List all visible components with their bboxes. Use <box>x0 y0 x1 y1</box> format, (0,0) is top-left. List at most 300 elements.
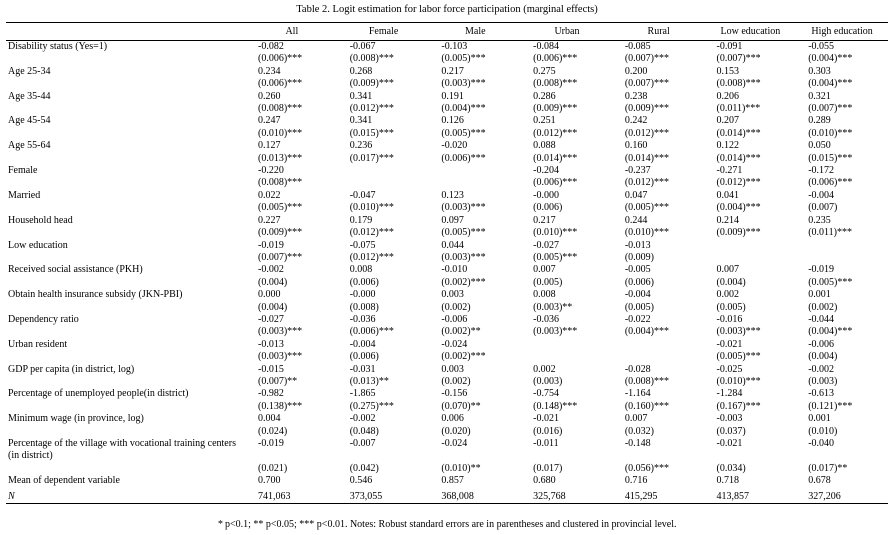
se-cell: (0.007) <box>808 202 838 214</box>
se-cell: (0.004)*** <box>441 103 486 115</box>
se-cell: (0.006) <box>349 351 379 363</box>
coef-row <box>6 339 888 351</box>
coef-cell: 0.234 <box>258 65 281 77</box>
coef-cell: -0.028 <box>624 363 651 375</box>
coef-row <box>6 190 888 202</box>
mean-cell: 0.546 <box>349 475 373 487</box>
coef-cell: -0.982 <box>258 388 284 400</box>
se-cell: (0.004) <box>716 276 746 288</box>
se-cell: (0.005) <box>624 301 654 313</box>
se-cell: (0.042) <box>349 462 379 474</box>
se-cell: (0.003)*** <box>533 326 578 338</box>
se-cell: (0.003)*** <box>441 78 486 90</box>
se-cell: (0.003) <box>808 375 838 387</box>
coef-row <box>6 438 888 463</box>
se-row-blank <box>6 103 246 115</box>
se-cell: (0.003)*** <box>258 351 303 363</box>
row-label: Age 55-64 <box>8 140 51 152</box>
coef-row <box>6 314 888 326</box>
se-cell: (0.004)*** <box>716 202 761 214</box>
coef-cell: -0.004 <box>808 189 835 201</box>
coef-cell <box>613 339 705 351</box>
coef-cell: -1.865 <box>349 388 376 400</box>
coef-cell: 0.123 <box>441 189 464 201</box>
row-label: Married <box>8 189 41 201</box>
se-row-blank <box>6 78 246 90</box>
se-cell: (0.002) <box>808 301 838 313</box>
se-row <box>6 326 888 338</box>
se-cell: (0.167)*** <box>716 400 761 412</box>
coef-cell: -0.156 <box>441 388 468 400</box>
se-cell: (0.003)** <box>533 301 573 313</box>
se-cell: (0.006)*** <box>533 53 578 65</box>
header-variable <box>6 23 246 41</box>
coef-cell: 0.179 <box>349 214 373 226</box>
se-cell <box>338 177 430 189</box>
se-row <box>6 463 888 475</box>
coef-row <box>6 264 888 276</box>
coef-cell: 0.044 <box>441 239 464 251</box>
se-row <box>6 53 888 65</box>
se-row <box>6 103 888 115</box>
n-cell: 413,857 <box>705 488 797 504</box>
se-cell: (0.014)*** <box>716 152 761 164</box>
coef-cell: -0.047 <box>349 189 376 201</box>
coef-cell: 0.275 <box>533 65 556 77</box>
coef-cell: -0.031 <box>349 363 376 375</box>
coef-cell: -0.004 <box>349 338 376 350</box>
table-note <box>0 519 894 530</box>
se-cell: (0.010)*** <box>716 375 761 387</box>
se-cell: (0.004) <box>808 351 838 363</box>
se-cell: (0.009)*** <box>533 103 578 115</box>
coef-cell: 0.238 <box>624 90 648 102</box>
se-cell: (0.007)*** <box>258 251 303 263</box>
coef-cell: 0.003 <box>441 289 464 301</box>
coef-cell: -0.036 <box>349 313 376 325</box>
se-cell <box>796 252 888 264</box>
coef-cell: -0.013 <box>258 338 284 350</box>
mean-row <box>6 475 888 487</box>
se-cell: (0.009) <box>624 251 654 263</box>
row-label: Female <box>8 165 38 177</box>
se-cell: (0.005)*** <box>716 351 761 363</box>
coef-cell: 0.242 <box>624 115 648 127</box>
se-cell: (0.008)*** <box>533 78 578 90</box>
column-header: All <box>246 23 338 41</box>
se-cell: (0.017)*** <box>349 152 394 164</box>
row-label: Percentage of the village with vocational training centers (in district) <box>8 438 236 462</box>
coef-cell: -0.075 <box>349 239 376 251</box>
se-row <box>6 153 888 165</box>
coef-cell: -0.021 <box>716 338 743 350</box>
coef-row <box>6 215 888 227</box>
se-cell: (0.002) <box>441 375 471 387</box>
column-header: Urban <box>521 23 613 41</box>
se-cell: (0.009)*** <box>624 103 669 115</box>
coef-cell: -0.004 <box>624 289 651 301</box>
se-cell: (0.006)*** <box>258 53 303 65</box>
coef-cell: 0.126 <box>441 115 464 127</box>
coef-cell: 0.022 <box>258 189 281 201</box>
se-cell: (0.024) <box>258 425 288 437</box>
coef-cell: -0.013 <box>624 239 651 251</box>
se-cell: (0.016) <box>533 425 563 437</box>
se-cell: (0.006)*** <box>808 177 853 189</box>
row-label: Household head <box>8 214 73 226</box>
coef-cell: -0.148 <box>624 438 651 449</box>
mean-cell: 0.716 <box>624 475 648 487</box>
coef-cell: -0.010 <box>441 264 468 276</box>
se-cell: (0.003) <box>533 375 563 387</box>
se-cell: (0.006) <box>533 202 563 214</box>
se-cell: (0.148)*** <box>533 400 578 412</box>
se-cell: (0.012)*** <box>624 127 669 139</box>
se-cell: (0.014)*** <box>533 152 578 164</box>
coef-cell <box>429 165 521 177</box>
se-row-blank <box>6 426 246 438</box>
coef-cell: -0.024 <box>441 438 468 449</box>
se-cell: (0.005)*** <box>441 127 486 139</box>
se-cell: (0.015)*** <box>808 152 853 164</box>
table-title: Table 2. Logit estimation for labor force participation (marginal effects) <box>296 4 598 15</box>
coef-cell: -1.164 <box>624 388 651 400</box>
coef-row <box>6 364 888 376</box>
coef-row <box>6 66 888 78</box>
coef-cell: 0.007 <box>624 413 648 425</box>
coef-cell: -0.084 <box>533 41 559 52</box>
se-cell <box>521 351 613 363</box>
regression-table <box>6 22 888 504</box>
coef-cell: 0.001 <box>808 289 831 301</box>
se-cell: (0.013)*** <box>258 152 303 164</box>
se-cell: (0.275)*** <box>349 400 394 412</box>
coef-cell: -0.754 <box>533 388 559 400</box>
se-cell: (0.005)*** <box>624 202 669 214</box>
coef-cell: 0.235 <box>808 214 831 226</box>
n-cell: 325,768 <box>521 488 613 504</box>
se-cell: (0.032) <box>624 425 654 437</box>
se-cell: (0.014)*** <box>624 152 669 164</box>
se-cell: (0.006)*** <box>349 326 394 338</box>
row-label: Disability status (Yes=1) <box>8 41 108 52</box>
coef-cell: -0.020 <box>441 140 468 152</box>
coef-cell: 0.002 <box>533 363 556 375</box>
se-cell: (0.010)*** <box>808 127 853 139</box>
se-cell: (0.138)*** <box>258 400 303 412</box>
se-row-blank <box>6 53 246 65</box>
se-cell: (0.012)*** <box>624 177 669 189</box>
coef-row <box>6 289 888 301</box>
coef-cell: -0.091 <box>716 41 743 52</box>
se-row <box>6 128 888 140</box>
coef-cell: 0.268 <box>349 65 373 77</box>
row-label: Obtain health insurance subsidy (JKN-PBI) <box>8 289 183 301</box>
se-cell <box>613 351 705 363</box>
coef-cell: -0.172 <box>808 165 835 177</box>
se-cell: (0.034) <box>716 462 746 474</box>
coef-cell: -0.025 <box>716 363 743 375</box>
coef-cell: -0.220 <box>258 165 284 177</box>
se-cell: (0.002)** <box>441 326 481 338</box>
coef-row <box>6 165 888 177</box>
coef-cell: 0.207 <box>716 115 740 127</box>
se-cell: (0.008)*** <box>349 53 394 65</box>
row-label: Minimum wage (in province, log) <box>8 413 144 425</box>
se-cell: (0.004)*** <box>808 78 853 90</box>
column-header: Rural <box>613 23 705 41</box>
column-header: Low education <box>705 23 797 41</box>
coef-cell: 0.286 <box>533 90 556 102</box>
se-cell: (0.006) <box>624 276 654 288</box>
n-cell: 368,008 <box>429 488 521 504</box>
coef-cell: -0.002 <box>349 413 376 425</box>
coef-cell: 0.001 <box>808 413 831 425</box>
se-row <box>6 78 888 90</box>
coef-cell: 0.097 <box>441 214 464 226</box>
se-row-blank <box>6 351 246 363</box>
se-cell: (0.003)*** <box>441 202 486 214</box>
note-text: p<0.1; ** p<0.05; *** p<0.01. Notes: Robust standard errors are in parentheses and clustered in provincial level. <box>224 519 677 530</box>
coef-cell: 0.007 <box>716 264 740 276</box>
row-label: Age 25-34 <box>8 65 51 77</box>
se-cell: (0.056)*** <box>624 462 669 474</box>
se-cell: (0.008)*** <box>258 103 303 115</box>
se-row-blank <box>6 302 246 314</box>
coef-cell: 0.006 <box>441 413 464 425</box>
se-cell: (0.121)*** <box>808 400 853 412</box>
coef-cell: -0.040 <box>808 438 835 449</box>
mean-cell: 0.718 <box>716 475 740 487</box>
coef-cell: -0.019 <box>258 239 284 251</box>
mean-row-label: Mean of dependent variable <box>8 475 120 487</box>
coef-cell: 0.002 <box>716 289 740 301</box>
se-row-blank <box>6 401 246 413</box>
coef-cell: 0.003 <box>441 363 464 375</box>
se-row <box>6 202 888 214</box>
coef-cell: -0.019 <box>808 264 835 276</box>
coef-cell: 0.127 <box>258 140 281 152</box>
coef-cell: -0.019 <box>258 438 284 449</box>
coef-cell: 0.008 <box>349 264 373 276</box>
n-row <box>6 488 888 504</box>
coef-cell: 0.217 <box>533 214 556 226</box>
mean-cell: 0.857 <box>441 475 464 487</box>
se-cell: (0.014)*** <box>716 127 761 139</box>
coef-cell: 0.153 <box>716 65 740 77</box>
n-cell: 741,063 <box>246 488 338 504</box>
se-cell: (0.004)*** <box>808 326 853 338</box>
coef-cell: -0.002 <box>258 264 284 276</box>
coef-cell: -0.015 <box>258 363 284 375</box>
se-row <box>6 351 888 363</box>
se-row <box>6 376 888 388</box>
coef-row <box>6 91 888 103</box>
coef-cell: -0.036 <box>533 313 559 325</box>
coef-row <box>6 140 888 152</box>
se-row <box>6 401 888 413</box>
se-cell: (0.005)*** <box>533 251 578 263</box>
row-label: Urban resident <box>8 338 68 350</box>
se-row-blank <box>6 376 246 388</box>
coef-cell: -0.000 <box>349 289 376 301</box>
coef-cell: -0.103 <box>441 41 468 52</box>
coef-cell: -0.055 <box>808 41 835 52</box>
mean-cell: 0.680 <box>533 475 556 487</box>
se-cell: (0.004) <box>258 301 288 313</box>
se-cell: (0.037) <box>716 425 746 437</box>
coef-cell: 0.191 <box>441 90 464 102</box>
n-cell: 327,206 <box>796 488 888 504</box>
se-cell: (0.017)** <box>808 462 848 474</box>
se-cell: (0.010)*** <box>533 227 578 239</box>
se-cell <box>429 177 521 189</box>
se-row-blank <box>6 277 246 289</box>
se-cell: (0.008)*** <box>258 177 303 189</box>
se-row-blank <box>6 153 246 165</box>
coef-cell: 0.260 <box>258 90 281 102</box>
coef-cell: -0.022 <box>624 313 651 325</box>
se-cell: (0.005)*** <box>808 276 853 288</box>
coef-cell: -0.002 <box>808 363 835 375</box>
coef-cell: 0.244 <box>624 214 648 226</box>
se-row-blank <box>6 227 246 239</box>
se-cell: (0.010)** <box>441 462 481 474</box>
coef-row <box>6 413 888 425</box>
se-cell <box>705 252 797 264</box>
coef-cell: 0.004 <box>258 413 281 425</box>
se-cell: (0.003)*** <box>441 251 486 263</box>
se-cell: (0.008)*** <box>624 375 669 387</box>
se-row <box>6 177 888 189</box>
coef-cell: -0.613 <box>808 388 835 400</box>
se-cell: (0.006) <box>349 276 379 288</box>
coef-cell: 0.041 <box>716 189 740 201</box>
row-label: GDP per capita (in district, log) <box>8 363 135 375</box>
row-label: Low education <box>8 239 68 251</box>
se-cell: (0.002) <box>441 301 471 313</box>
se-cell: (0.012)*** <box>349 103 394 115</box>
se-cell: (0.005) <box>533 276 563 288</box>
coef-cell <box>705 240 797 252</box>
coef-cell: -0.204 <box>533 165 559 177</box>
se-cell: (0.010) <box>808 425 838 437</box>
coef-cell: -0.021 <box>533 413 559 425</box>
coef-cell: 0.236 <box>349 140 373 152</box>
coef-row <box>6 388 888 400</box>
row-label: Dependency ratio <box>8 313 79 325</box>
coef-cell: -0.085 <box>624 41 651 52</box>
coef-row <box>6 41 888 54</box>
column-header: High education <box>796 23 888 41</box>
se-row-blank <box>6 177 246 189</box>
coef-cell: 0.008 <box>533 289 556 301</box>
se-cell: (0.007)*** <box>716 53 761 65</box>
coef-cell: 0.122 <box>716 140 740 152</box>
se-cell: (0.160)*** <box>624 400 669 412</box>
se-cell: (0.007)*** <box>808 103 853 115</box>
coef-cell <box>338 165 430 177</box>
se-row-blank <box>6 202 246 214</box>
se-cell: (0.048) <box>349 425 379 437</box>
se-cell: (0.003)*** <box>716 326 761 338</box>
coef-cell: -0.237 <box>624 165 651 177</box>
se-cell: (0.002)*** <box>441 276 486 288</box>
column-header: Male <box>429 23 521 41</box>
coef-cell: 0.000 <box>258 289 281 301</box>
se-cell: (0.010)*** <box>258 127 303 139</box>
se-cell: (0.012)*** <box>349 251 394 263</box>
mean-cell: 0.700 <box>258 475 281 487</box>
se-cell: (0.015)*** <box>349 127 394 139</box>
se-cell: (0.070)** <box>441 400 481 412</box>
coef-cell: -0.044 <box>808 313 835 325</box>
coef-cell: -0.003 <box>716 413 743 425</box>
se-cell: (0.017) <box>533 462 563 474</box>
se-cell: (0.005)*** <box>258 202 303 214</box>
se-cell: (0.021) <box>258 462 288 474</box>
coef-cell: 0.200 <box>624 65 648 77</box>
se-cell: (0.008) <box>349 301 379 313</box>
header-row <box>6 23 888 41</box>
row-label: Percentage of unemployed people(in district) <box>8 388 189 400</box>
se-cell: (0.006)*** <box>258 78 303 90</box>
se-cell: (0.003)*** <box>258 326 303 338</box>
se-cell: (0.007)** <box>258 375 298 387</box>
se-cell: (0.009)*** <box>349 78 394 90</box>
se-cell: (0.006)*** <box>441 152 486 164</box>
coef-cell: -0.006 <box>808 338 835 350</box>
mean-cell: 0.678 <box>808 475 831 487</box>
se-cell: (0.012)*** <box>349 227 394 239</box>
coef-cell: -0.027 <box>533 239 559 251</box>
se-cell: (0.004) <box>258 276 288 288</box>
row-label: Age 35-44 <box>8 90 51 102</box>
column-header: Female <box>338 23 430 41</box>
se-cell: (0.020) <box>441 425 471 437</box>
coef-cell: 0.341 <box>349 90 373 102</box>
row-label: Received social assistance (PKH) <box>8 264 143 276</box>
se-cell: (0.010)*** <box>624 227 669 239</box>
coef-cell: 0.088 <box>533 140 556 152</box>
table-body <box>6 41 888 504</box>
se-cell: (0.004)*** <box>624 326 669 338</box>
se-cell: (0.009)*** <box>258 227 303 239</box>
se-cell: (0.005) <box>716 301 746 313</box>
coef-cell: -0.005 <box>624 264 651 276</box>
note-p-symbol: * <box>217 519 223 530</box>
coef-cell: -0.000 <box>533 189 559 201</box>
se-cell: (0.011)*** <box>808 227 853 239</box>
coef-cell: 0.160 <box>624 140 648 152</box>
coef-cell: -1.284 <box>716 388 743 400</box>
coef-cell: 0.206 <box>716 90 740 102</box>
se-cell: (0.012)*** <box>716 177 761 189</box>
se-row <box>6 277 888 289</box>
se-row-blank <box>6 463 246 475</box>
se-row <box>6 227 888 239</box>
se-cell: (0.007)*** <box>624 78 669 90</box>
row-label: Age 45-54 <box>8 115 51 127</box>
coef-cell: 0.050 <box>808 140 831 152</box>
coef-cell: -0.082 <box>258 41 284 52</box>
coef-cell: 0.217 <box>441 65 464 77</box>
coef-cell: 0.214 <box>716 214 740 226</box>
coef-cell: 0.303 <box>808 65 831 77</box>
coef-cell: 0.289 <box>808 115 831 127</box>
coef-cell: -0.011 <box>533 438 559 449</box>
se-cell: (0.012)*** <box>533 127 578 139</box>
